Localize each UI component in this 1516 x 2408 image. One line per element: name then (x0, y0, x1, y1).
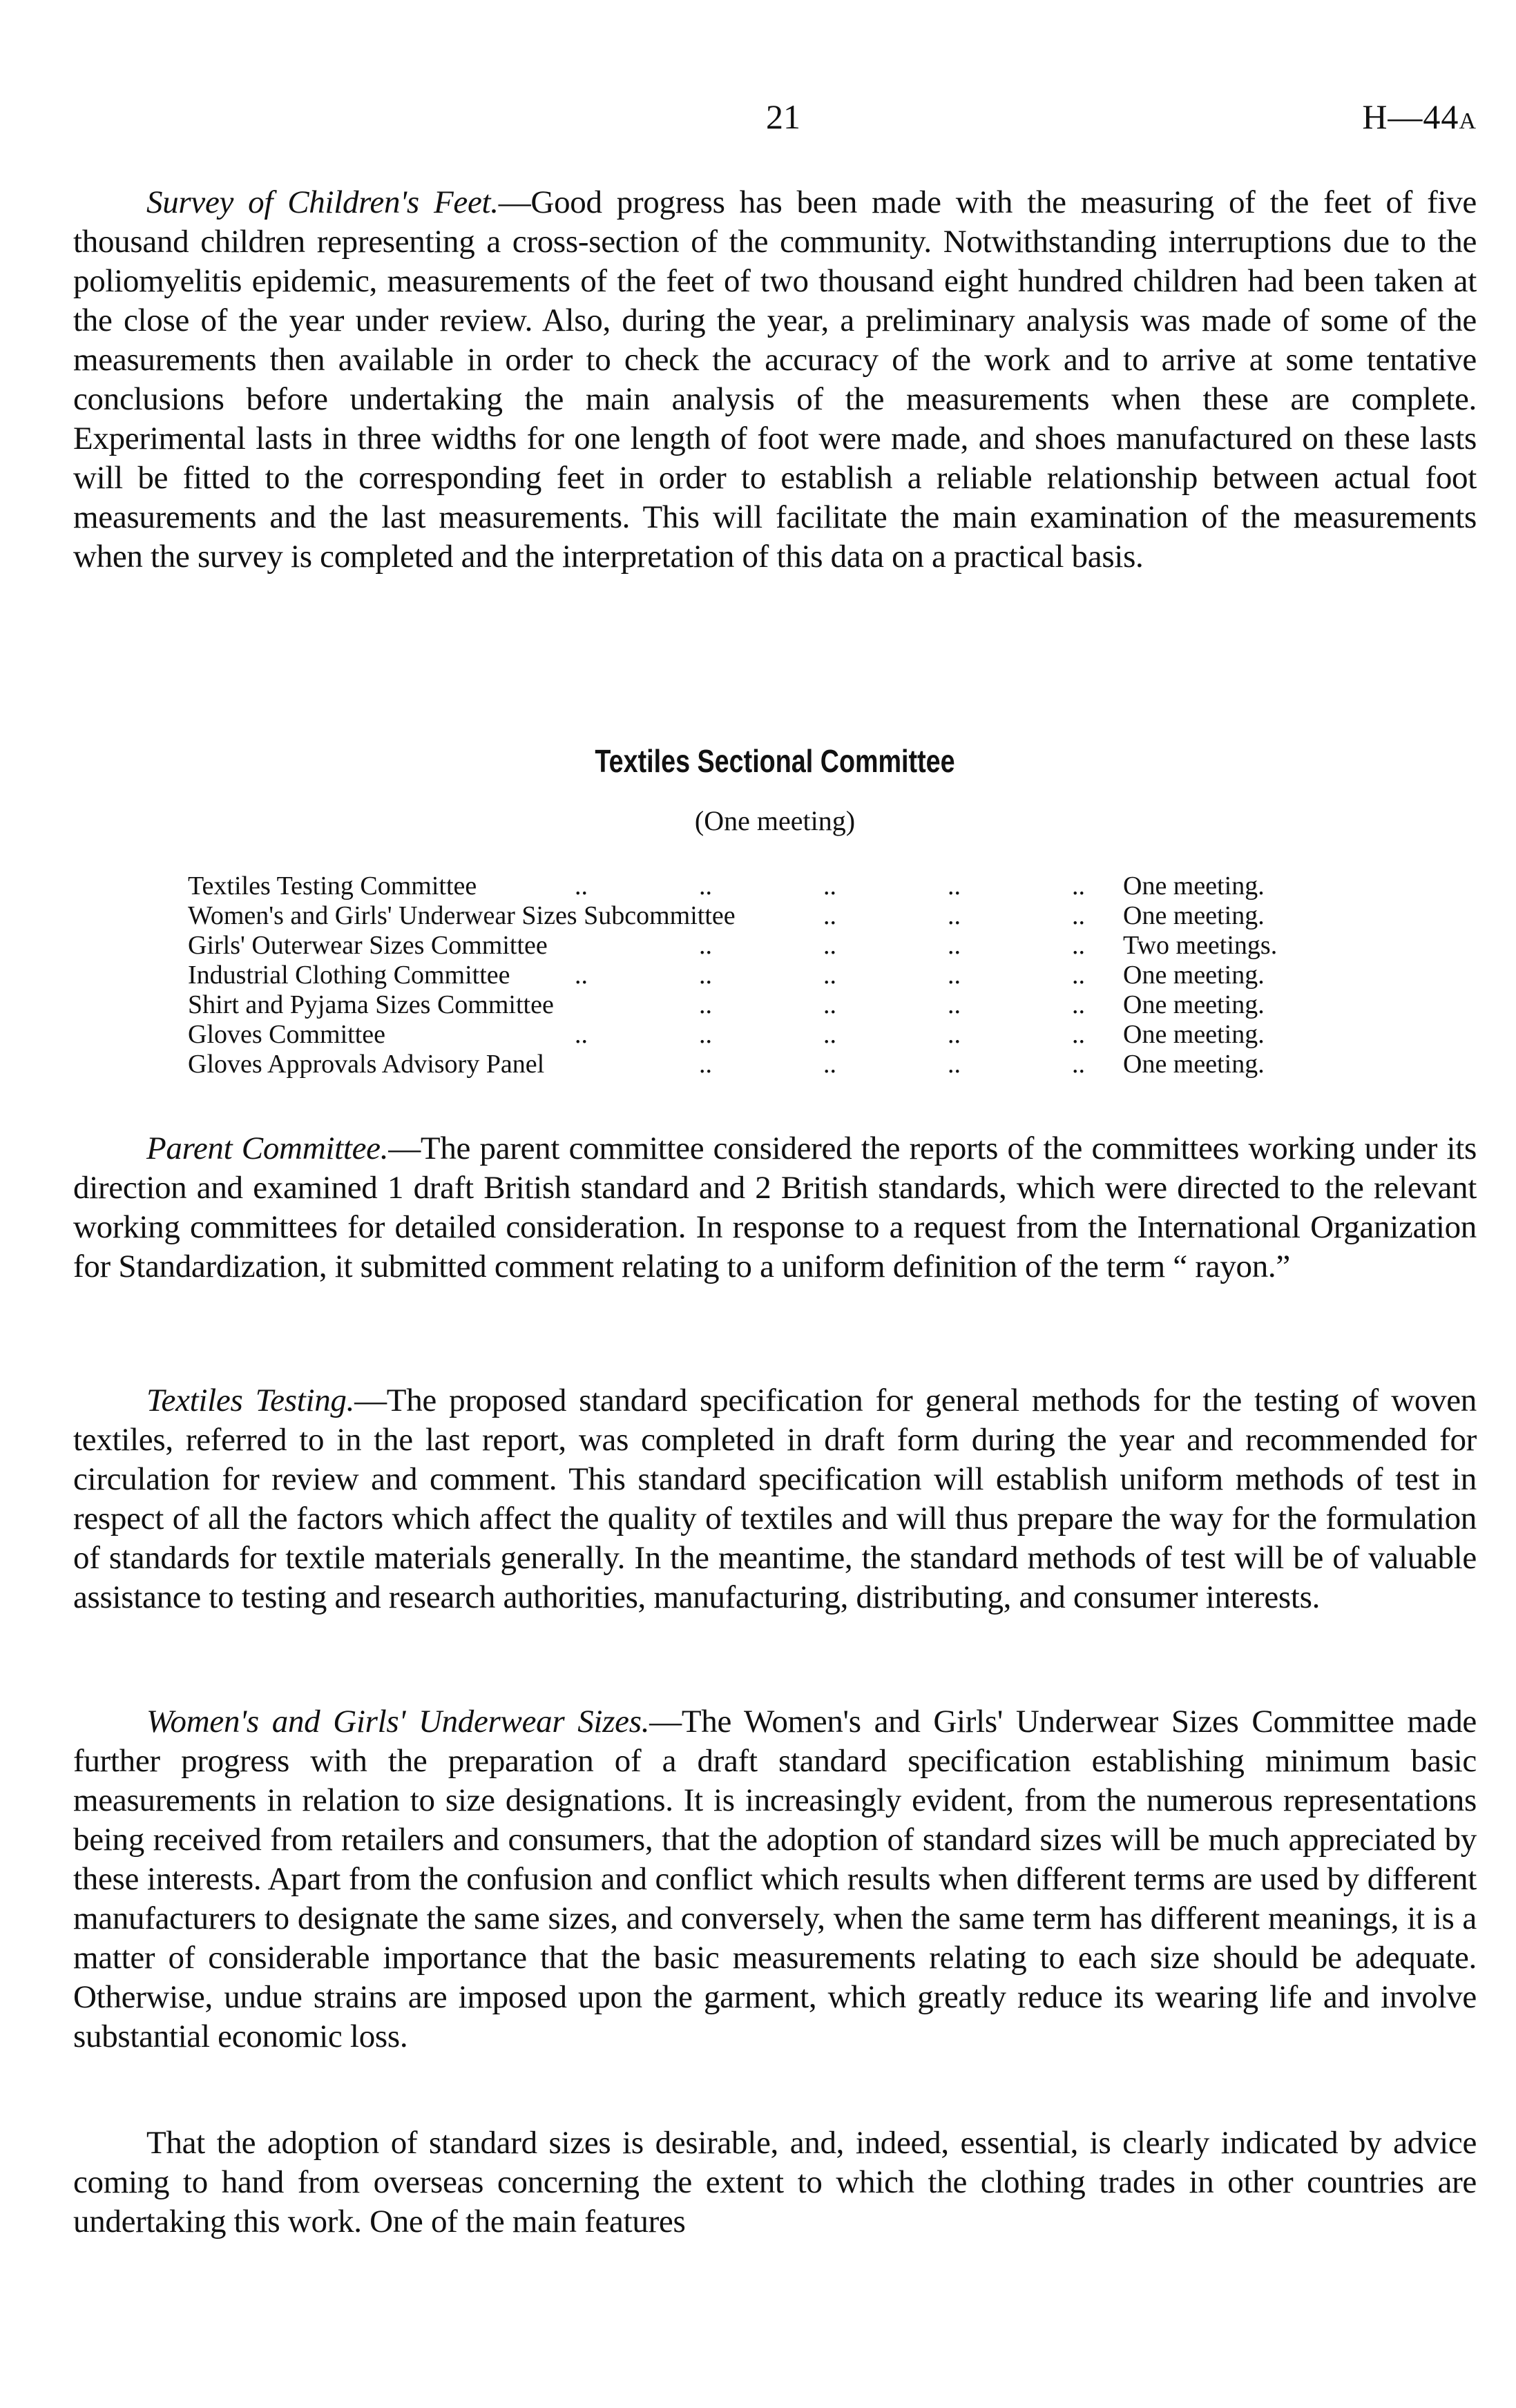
committee-row (188, 961, 1334, 990)
leader-dots: .. (699, 990, 712, 1019)
leader-dots: .. (948, 901, 961, 930)
leader-dots: .. (1072, 931, 1085, 960)
leader-dots: .. (948, 990, 961, 1019)
paragraph-heading: Women's and Girls' Underwear Sizes. (146, 1704, 650, 1740)
committee-meetings-list (188, 871, 1334, 1079)
committee-name: Gloves Committee (188, 1020, 386, 1049)
leader-dots: .. (823, 871, 836, 900)
paragraph-heading: Textiles Testing. (146, 1383, 355, 1418)
page-header (73, 97, 1477, 138)
paragraph-underwear-sizes (73, 1702, 1477, 2057)
leader-dots: .. (948, 931, 961, 960)
reference-main: H—44 (1362, 97, 1459, 136)
leader-dots: .. (699, 931, 712, 960)
leader-dots: .. (948, 961, 961, 990)
section-title: Textiles Sectional Committee (595, 743, 955, 779)
leader-dots: .. (575, 871, 588, 900)
leader-dots: .. (1072, 990, 1085, 1019)
paragraph-text: —The proposed standard specification for general methods for the testing of woven textiles, referred to in the last report, was completed in draft form during the year and recommended for circulation for review and comment. This standard specification will establish uniform methods of test in respect of all the factors which affect the quality of textiles and will thus prepare the way for the formulation of standards for textile materials generally. In the meantime, the standard methods of test will be of valuable assistance to testing and research authorities, manufacturing, distributing, and consumer interests. (73, 1383, 1477, 1615)
committee-row (188, 990, 1334, 1020)
meeting-count: Two meetings. (1123, 931, 1278, 960)
committee-row (188, 1050, 1334, 1079)
paragraph-textiles-testing (73, 1381, 1477, 1617)
committee-name: Shirt and Pyjama Sizes Committee (188, 990, 554, 1019)
paragraph-heading: Parent Committee. (146, 1130, 389, 1166)
meeting-count: One meeting. (1123, 1020, 1265, 1049)
committee-name: Gloves Approvals Advisory Panel (188, 1050, 545, 1079)
leader-dots: .. (948, 1020, 961, 1049)
committee-row (188, 931, 1334, 961)
leader-dots: .. (948, 1050, 961, 1079)
leader-dots: .. (1072, 871, 1085, 900)
document-reference (1362, 97, 1477, 137)
leader-dots: .. (823, 1050, 836, 1079)
paragraph-text: —The parent committee considered the reports of the committees working under its direction and examined 1 draft British standard and 2 British standards, which were directed to the relevant working committees for detailed consideration. In response to a request from the International Organization for Standardization, it submitted comment relating to a uniform definition of the term “ rayon.” (73, 1130, 1477, 1284)
leader-dots: .. (1072, 961, 1085, 990)
leader-dots: .. (699, 1050, 712, 1079)
meeting-count: One meeting. (1123, 1050, 1265, 1079)
leader-dots: .. (699, 871, 712, 900)
committee-row (188, 871, 1334, 901)
meeting-count: One meeting. (1123, 961, 1265, 990)
page-number: 21 (766, 97, 800, 136)
leader-dots: .. (575, 961, 588, 990)
leader-dots: .. (823, 931, 836, 960)
leader-dots: .. (1072, 1020, 1085, 1049)
leader-dots: .. (823, 990, 836, 1019)
meeting-count: One meeting. (1123, 990, 1265, 1019)
paragraph-text: That the adoption of standard sizes is desirable, and, indeed, essential, is clearly indicated by advice coming to hand from overseas concerning the extent to which the clothing trades in other countries are undertaking this work. One of the main features (73, 2125, 1477, 2240)
section-subtitle: (One meeting) (694, 805, 856, 836)
paragraph-parent-committee (73, 1129, 1477, 1287)
paragraph-adoption (73, 2123, 1477, 2242)
reference-suffix: A (1459, 108, 1477, 134)
committee-name: Girls' Outerwear Sizes Committee (188, 931, 548, 960)
leader-dots: .. (823, 901, 836, 930)
leader-dots: .. (1072, 901, 1085, 930)
committee-name: Women's and Girls' Underwear Sizes Subcommittee (188, 901, 736, 930)
committee-name: Textiles Testing Committee (188, 871, 477, 900)
committee-name: Industrial Clothing Committee (188, 961, 510, 990)
leader-dots: .. (823, 961, 836, 990)
committee-row (188, 1020, 1334, 1050)
leader-dots: .. (1072, 1050, 1085, 1079)
meeting-count: One meeting. (1123, 901, 1265, 930)
paragraph-survey-childrens-feet (73, 183, 1477, 577)
leader-dots: .. (823, 1020, 836, 1049)
paragraph-heading: Survey of Children's Feet. (146, 184, 499, 220)
meeting-count: One meeting. (1123, 871, 1265, 900)
leader-dots: .. (699, 1020, 712, 1049)
leader-dots: .. (575, 1020, 588, 1049)
paragraph-text: —Good progress has been made with the measuring of the feet of five thousand children representing a cross-section of the community. Notwithstanding interruptions due to the poliomyelitis epidemic, measurements of the feet of two thousand eight hundred children had been taken at the close of the year under review. Also, during the year, a preliminary analysis was made of some of the measurements then available in order to check the accuracy of the work and to arrive at some tentative conclusions before undertaking the main analysis of the measurements when these are complete. Experimental lasts in three widths for one length of foot were made, and shoes manufactured on these lasts will be fitted to the corresponding feet in order to establish a reliable relationship between actual foot measurements and the last measurements. This will facilitate the main examination of the measurements when the survey is completed and the interpretation of this data on a practical basis. (73, 184, 1477, 575)
leader-dots: .. (948, 871, 961, 900)
committee-row (188, 901, 1334, 931)
paragraph-text: —The Women's and Girls' Underwear Sizes Committee made further progress with the preparation of a draft standard specification establishing minimum basic measurements in relation to size designations. It is increasingly evident, from the numerous representations being received from retailers and consumers, that the adoption of standard sizes will be much appreciated by these interests. Apart from the confusion and conflict which results when different terms are used by different manufacturers to designate the same sizes, and conversely, when the same term has different meanings, it is a matter of considerable importance that the basic measurements relating to each size should be adequate. Otherwise, undue strains are imposed upon the garment, which greatly reduce its wearing life and involve substantial economic loss. (73, 1704, 1477, 2054)
leader-dots: .. (699, 961, 712, 990)
